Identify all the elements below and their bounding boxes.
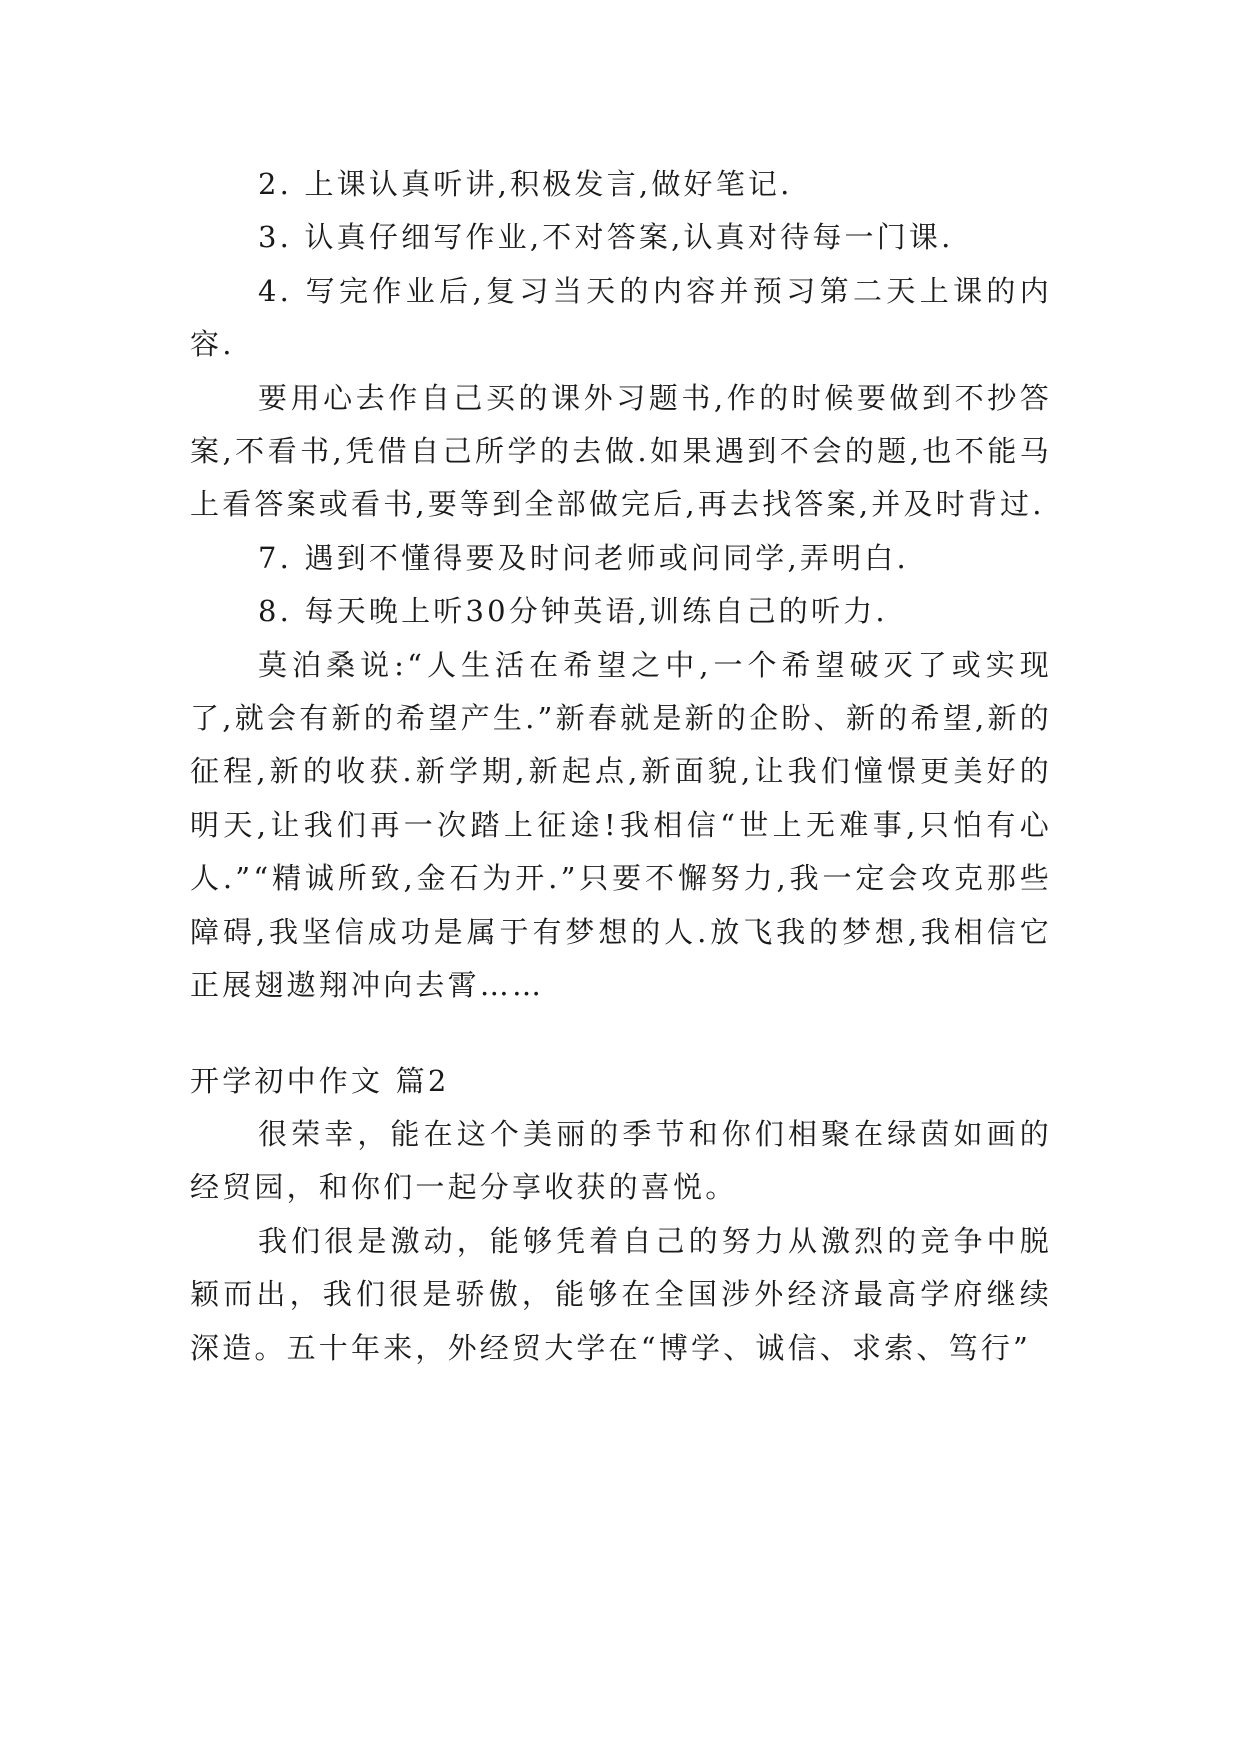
document-page — [190, 158, 1052, 1375]
paragraph-honored: 很荣幸，能在这个美丽的季节和你们相聚在绿茵如画的经贸园，和你们一起分享收获的喜悦。 — [190, 1116, 1052, 1205]
section-heading: 开学初中作文 篇2 — [190, 1063, 450, 1098]
paragraph-item-4: 4. 写完作业后,复习当天的内容并预习第二天上课的内容. — [190, 273, 1052, 362]
paragraph-maupassant-quote: 莫泊桑说:“人生活在希望之中,一个希望破灭了或实现了,就会有新的希望产生.”新春就是新的企盼、新的希望,新的征程,新的收获.新学期,新起点,新面貌,让我们憧憬更美好的明天,让我们再一次踏上征途!我相信“世上无难事,只怕有心人.”“精诚所致,金石为开.”只要不懈努力,我一定会攻克那些障碍,我坚信成功是属于有梦想的人.放飞我的梦想,我相信它正展翅遨翔冲向去霄…… — [190, 647, 1052, 1003]
paragraph-item-7: 7. 遇到不懂得要及时问老师或问同学,弄明白. — [258, 540, 909, 575]
paragraph-excited: 我们很是激动，能够凭着自己的努力从激烈的竞争中脱颖而出，我们很是骄傲，能够在全国涉外经济最高学府继续深造。五十年来，外经贸大学在“博学、诚信、求索、笃行” — [190, 1223, 1052, 1365]
section-gap — [190, 1013, 1052, 1055]
paragraph-exercise-books: 要用心去作自己买的课外习题书,作的时候要做到不抄答案,不看书,凭借自己所学的去做.如果遇到不会的题,也不能马上看答案或看书,要等到全部做完后,再去找答案,并及时背过. — [190, 380, 1052, 522]
paragraph-item-8: 8. 每天晚上听30分钟英语,训练自己的听力. — [258, 594, 888, 629]
paragraph-item-2: 2. 上课认真听讲,积极发言,做好笔记. — [258, 167, 793, 201]
paragraph-item-3: 3. 认真仔细写作业,不对答案,认真对待每一门课. — [258, 220, 954, 255]
